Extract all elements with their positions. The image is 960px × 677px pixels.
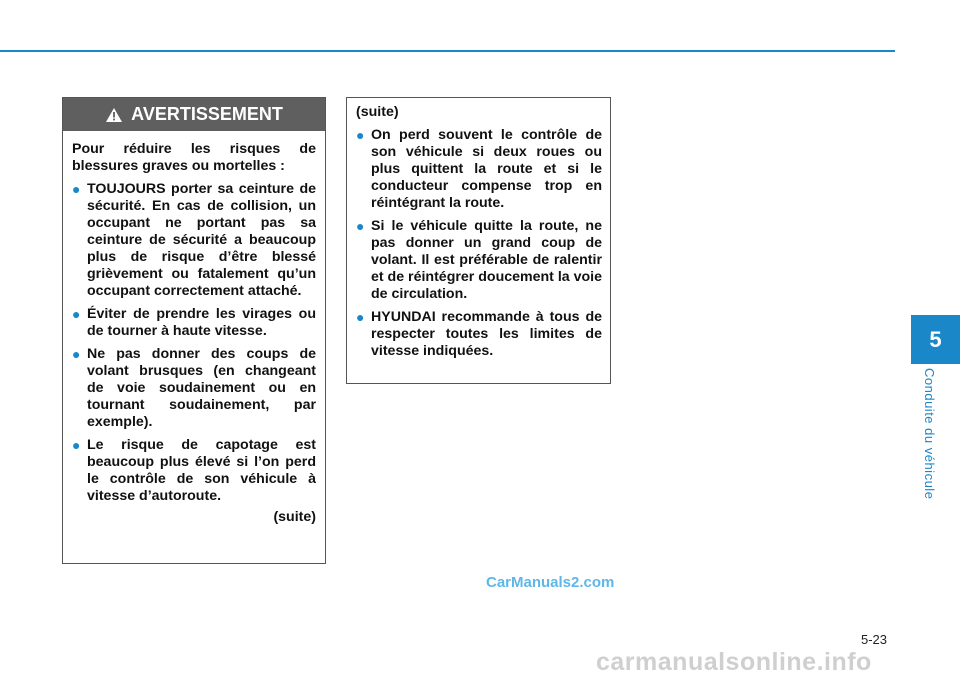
warning-content [63, 131, 325, 534]
page-number: 5-23 [861, 632, 888, 647]
list-item: ● Éviter de prendre les virages ou de tourner à haute vitesse. [72, 306, 316, 339]
warning-intro: Pour réduire les risques de blessures graves ou mortelles : [72, 141, 316, 174]
continuation-label: (suite) [356, 104, 399, 120]
watermark: CarManuals2.com [486, 574, 615, 591]
list-item: ● On perd souvent le contrôle de son véhicule si deux roues ou plus quittent la route et si le conducteur compense trop en réintégrant la route. [356, 127, 602, 211]
bullet-dot-icon: ● [72, 181, 81, 197]
bullet-dot-icon: ● [72, 306, 81, 322]
list-item: ● Ne pas donner des coups de volant brusques (en changeant de voie soudainement ou en tournant soudainement, par exemple). [72, 346, 316, 430]
continuation-bullets [356, 127, 602, 360]
list-item: ● HYUNDAI recommande à tous de respecter toutes les limites de vitesse indiquées. [356, 309, 602, 359]
list-item: ● TOUJOURS porter sa ceinture de sécurité. En cas de collision, un occupant ne portant pas sa ceinture de sécurité a beaucoup plus de risque d’être blessé grièvement ou fatalement qu’un occupant correctement attaché. [72, 181, 316, 299]
top-rule [0, 50, 895, 52]
chapter-tab: 5 [911, 315, 960, 364]
bullet-dot-icon: ● [356, 309, 365, 325]
bullet-dot-icon: ● [72, 437, 81, 453]
warning-triangle-icon [105, 107, 123, 123]
warning-header [63, 98, 325, 131]
warning-bullets [72, 181, 316, 505]
list-item: ● Si le véhicule quitte la route, ne pas donner un grand coup de volant. Il est préférable de ralentir et de réintégrer doucement la voie de circulation. [356, 218, 603, 302]
footer-watermark: carmanualsonline.info [596, 648, 872, 676]
continuation-content [347, 98, 610, 374]
chapter-title: Conduite du véhicule [922, 368, 937, 500]
bullet-dot-icon: ● [72, 346, 81, 362]
bullet-dot-icon: ● [356, 127, 365, 143]
continued-label: (suite) [273, 509, 316, 525]
warning-title: AVERTISSEMENT [131, 104, 283, 124]
warning-box [62, 97, 326, 564]
list-item: ● Le risque de capotage est beaucoup plus élevé si l’on perd le contrôle de son véhicule à vitesse d’autoroute. [72, 437, 316, 504]
bullet-dot-icon: ● [356, 218, 365, 234]
continuation-box [346, 97, 611, 384]
